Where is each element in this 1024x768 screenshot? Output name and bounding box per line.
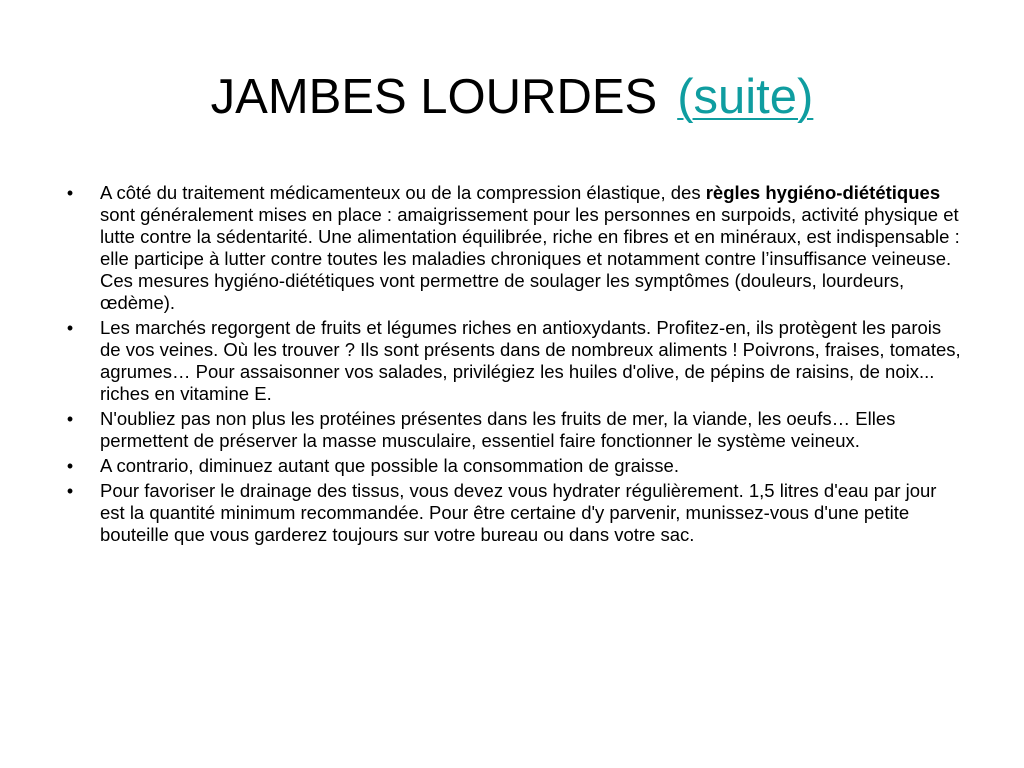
bullet-marker: • [66, 318, 74, 338]
bullet-text: A contrario, diminuez autant que possible la consommation de graisse. [100, 455, 679, 476]
slide-title [0, 64, 1024, 130]
bullet-item [60, 182, 965, 314]
bullet-marker: • [66, 183, 74, 203]
bullet-item [60, 455, 965, 477]
title-main: JAMBES LOURDES [210, 70, 658, 124]
bullet-text: N'oubliez pas non plus les protéines présentes dans les fruits de mer, la viande, les oeufs… Elles permettent de préserver la masse musculaire, essentiel faire fonctionner le système veineux. [100, 408, 896, 451]
bullet-marker: • [66, 409, 74, 429]
bullet-text: Les marchés regorgent de fruits et légumes riches en antioxydants. Profitez-en, ils protègent les parois de vos veines. Où les trouver ? Ils sont présents dans de nombreux aliments ! Poivrons, fraises, tomates, agrumes… Pour assaisonner vos salades, privilégiez les huiles d'olive, de pépins de raisins, de noix... riches en vitamine E. [100, 317, 961, 404]
bullet-item [60, 480, 965, 546]
bullet-item [60, 408, 965, 452]
bullet-list [60, 182, 965, 549]
bullet-item [60, 317, 965, 405]
bullet-marker: • [66, 481, 74, 501]
bullet-bold-text: règles hygiéno-diététiques [705, 182, 941, 203]
bullet-text-end: sont généralement mises en place : amaigrissement pour les personnes en surpoids, activité physique et lutte contre la sédentarité. Une alimentation équilibrée, riche en fibres et en minéraux, est indispensable : elle participe à lutter contre toutes les maladies chroniques et notamment contre l’insuffisance veineuse. Ces mesures hygiéno-diététiques vont permettre de soulager les symptômes (douleurs, lourdeurs, œdème). [100, 204, 960, 313]
title-suite-link[interactable]: (suite) [677, 70, 814, 124]
bullet-text-start: A côté du traitement médicamenteux ou de la compression élastique, des [100, 182, 706, 203]
bullet-text: Pour favoriser le drainage des tissus, vous devez vous hydrater régulièrement. 1,5 litres d'eau par jour est la quantité minimum recommandée. Pour être certaine d'y parvenir, munissez-vous d'une petite bouteille que vous garderez toujours sur votre bureau ou dans votre sac. [100, 480, 937, 545]
bullet-marker: • [66, 456, 74, 476]
